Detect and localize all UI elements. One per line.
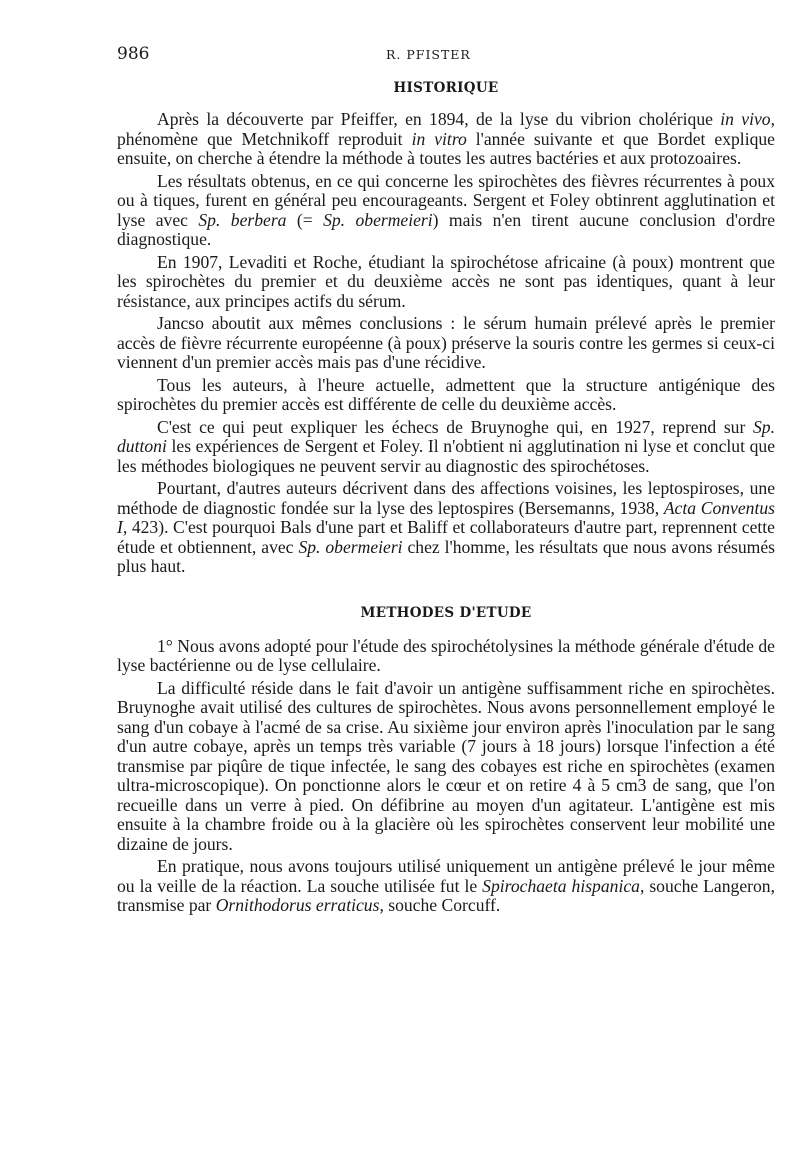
running-header	[117, 44, 775, 66]
running-title: R. PFISTER	[386, 47, 471, 62]
paragraph: 1° Nous avons adopté pour l'étude des spirochétolysines la méthode générale d'étude de lyse bactérienne ou de lyse cellulaire.	[117, 635, 775, 675]
paragraph: Tous les auteurs, à l'heure actuelle, admettent que la structure antigénique des spirochètes du premier accès est différente de celle du deuxième accès.	[117, 374, 775, 414]
paragraph: En pratique, nous avons toujours utilisé uniquement un antigène prélevé le jour même ou la veille de la réaction. La souche utilisée fut le Spirochaeta hispanica, souche Langeron, transmise par Ornithodorus erraticus, souche Corcuff.	[117, 856, 775, 915]
section-heading-methodes: METHODES D'ETUDE	[360, 604, 532, 621]
paragraph: C'est ce qui peut expliquer les échecs de Bruynoghe qui, en 1927, reprend sur Sp. duttoni les expériences de Sergent et Foley. Il n'obtient ni agglutination ni lyse et conclut que les méthodes biologiques ne peuvent servir au diagnostic des spirochétoses.	[117, 416, 775, 476]
paragraph: Jancso aboutit aux mêmes conclusions : le sérum humain prélevé après le premier accès de fièvre récurrente européenne (à poux) préserve la souris contre les germes si ceux-ci viennent d'un premier accès mais pas d'une récidive.	[117, 313, 775, 372]
page-number: 986	[117, 44, 150, 64]
paragraph: La difficulté réside dans le fait d'avoir un antigène suffisamment riche en spirochètes. Bruynoghe avait utilisé des cultures de spirochètes. Nous avons personnellement employé le sang d'un cobaye à l'acmé de sa crise. Au sixième jour environ après l'inoculation par le sang d'un autre cobaye, après un temps très variable (7 jours à 18 jours) lorsque l'infection a été transmise par piqûre de tique infectée, le sang des cobayes est riche en spirochètes (examen ultra-microscopique). On ponctionne alors le cœur et on retire 4 à 5 cm3 de sang, que l'on recueille dans un verre à pied. On défibrine au moyen d'un agitateur. L'antigène est mis ensuite à la chambre froide ou à la glacière où les spirochètes conservent leur mobilité une dizaine de jours.	[117, 677, 775, 854]
document-page	[117, 44, 775, 919]
section-heading-historique: HISTORIQUE	[393, 80, 499, 96]
paragraph: En 1907, Levaditi et Roche, étudiant la spirochétose africaine (à poux) montrent que les spirochètes du premier et du deuxième accès ne sont pas identiques, quant à leur résistance, aux principes actifs du sérum.	[117, 251, 775, 311]
paragraph: Après la découverte par Pfeiffer, en 1894, de la lyse du vibrion cholérique in vivo, phénomène que Metchnikoff reproduit in vitro l'année suivante et que Bordet explique ensuite, on cherche à étendre la méthode à toutes les autres bactéries et aux protozoaires.	[117, 109, 775, 168]
paragraph: Pourtant, d'autres auteurs décrivent dans des affections voisines, les leptospiroses, une méthode de diagnostic fondée sur la lyse des leptospires (Bersemanns, 1938, Acta Conventus I, 423). C'est pourquoi Bals d'une part et Baliff et collaborateurs d'autre part, reprennent cette étude et obtiennent, avec Sp. obermeieri chez l'homme, les résultats que nous avons résumés plus haut.	[117, 478, 776, 576]
paragraph: Les résultats obtenus, en ce qui concerne les spirochètes des fièvres récurrentes à poux ou à tiques, furent en général peu encourageants. Sergent et Foley obtinrent agglutination et lyse avec Sp. berbera (= Sp. obermeieri) mais n'en tirent aucune conclusion d'ordre diagnostique.	[117, 170, 776, 249]
